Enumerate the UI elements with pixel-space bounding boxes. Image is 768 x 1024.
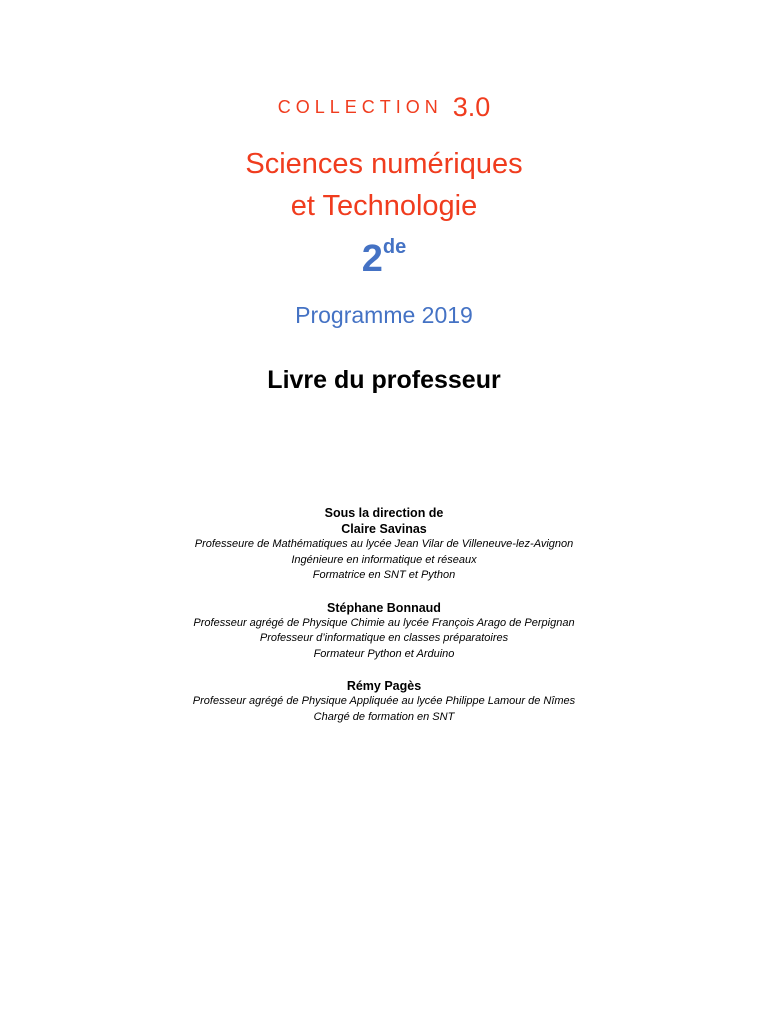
author-name: Rémy Pagès bbox=[346, 679, 422, 693]
credits-section bbox=[0, 505, 768, 725]
grade-level bbox=[0, 236, 768, 281]
author-role: Professeur agrégé de Physique Chimie au lycée François Arago de Perpignan bbox=[193, 616, 575, 629]
spacer bbox=[0, 662, 768, 678]
author-name: Claire Savinas bbox=[341, 522, 427, 536]
grade-level-number: 2 bbox=[361, 238, 383, 280]
author-block bbox=[0, 521, 768, 584]
collection-number: 3.0 bbox=[452, 92, 491, 122]
author-block bbox=[0, 678, 768, 725]
book-title-line-2: et Technologie bbox=[290, 190, 478, 222]
book-title bbox=[0, 143, 768, 227]
book-title-line-1: Sciences numériques bbox=[245, 148, 523, 180]
author-role: Professeur d’informatique en classes préparatoires bbox=[259, 632, 509, 644]
author-role: Formateur Python et Arduino bbox=[313, 647, 455, 660]
author-role: Professeure de Mathématiques au lycée Jean Vilar de Villeneuve-lez-Avignon bbox=[194, 538, 574, 550]
spacer bbox=[0, 584, 768, 600]
programme-year: Programme 2019 bbox=[295, 302, 473, 328]
collection-word: COLLECTION bbox=[277, 97, 443, 117]
grade-level-suffix: de bbox=[382, 236, 407, 258]
author-block bbox=[0, 600, 768, 663]
direction-label: Sous la direction de bbox=[324, 506, 444, 520]
author-role: Chargé de formation en SNT bbox=[313, 710, 455, 723]
author-role: Ingénieure en informatique et réseaux bbox=[291, 553, 477, 566]
author-name: Stéphane Bonnaud bbox=[327, 600, 441, 615]
book-type: Livre du professeur bbox=[267, 366, 501, 394]
collection-heading bbox=[0, 92, 768, 123]
author-role: Professeur agrégé de Physique Appliquée au lycée Philippe Lamour de Nîmes bbox=[192, 695, 576, 707]
author-role: Formatrice en SNT et Python bbox=[312, 569, 456, 581]
